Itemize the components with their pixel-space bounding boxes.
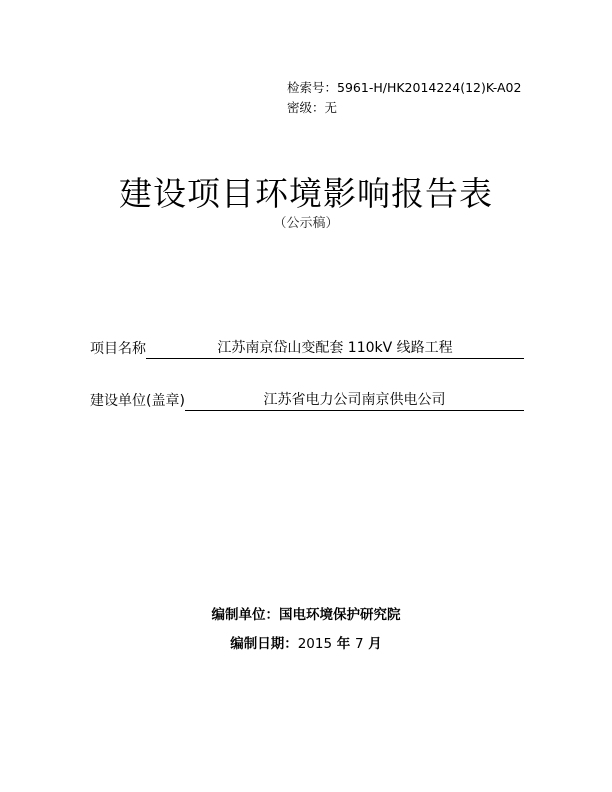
compiler-value: 国电环境保护研究院 xyxy=(279,607,401,623)
date-year-number: 2015 xyxy=(297,636,333,652)
builder-label: 建设单位(盖章) xyxy=(90,393,185,409)
date-label: 编制日期： xyxy=(230,636,298,652)
compiler-label: 编制单位： xyxy=(211,607,279,623)
page-subtitle: （公示稿） xyxy=(273,216,339,231)
date-month-number: 7 xyxy=(354,636,364,652)
date-month-char: 月 xyxy=(368,636,382,652)
project-name-label: 项目名称 xyxy=(90,341,146,357)
secret-level-value: 无 xyxy=(324,100,338,115)
index-number-label: 检索号： xyxy=(287,80,338,95)
index-number-value: 5961-H/HK2014224(12)K-A02 xyxy=(337,80,522,95)
project-name-value: 江苏南京岱山变配套 110kV 线路工程 xyxy=(146,337,524,359)
secret-level-label: 密级： xyxy=(287,100,325,115)
builder-value: 江苏省电力公司南京供电公司 xyxy=(185,389,524,411)
page-title: 建设项目环境影响报告表 xyxy=(119,174,493,213)
date-year-char: 年 xyxy=(336,636,351,652)
document-meta xyxy=(287,78,521,118)
project-name-row xyxy=(90,337,524,359)
index-number-line xyxy=(287,78,521,98)
date-line xyxy=(0,632,612,652)
compiler-line xyxy=(0,603,612,623)
secret-level-line xyxy=(287,98,521,118)
builder-row xyxy=(90,389,524,411)
